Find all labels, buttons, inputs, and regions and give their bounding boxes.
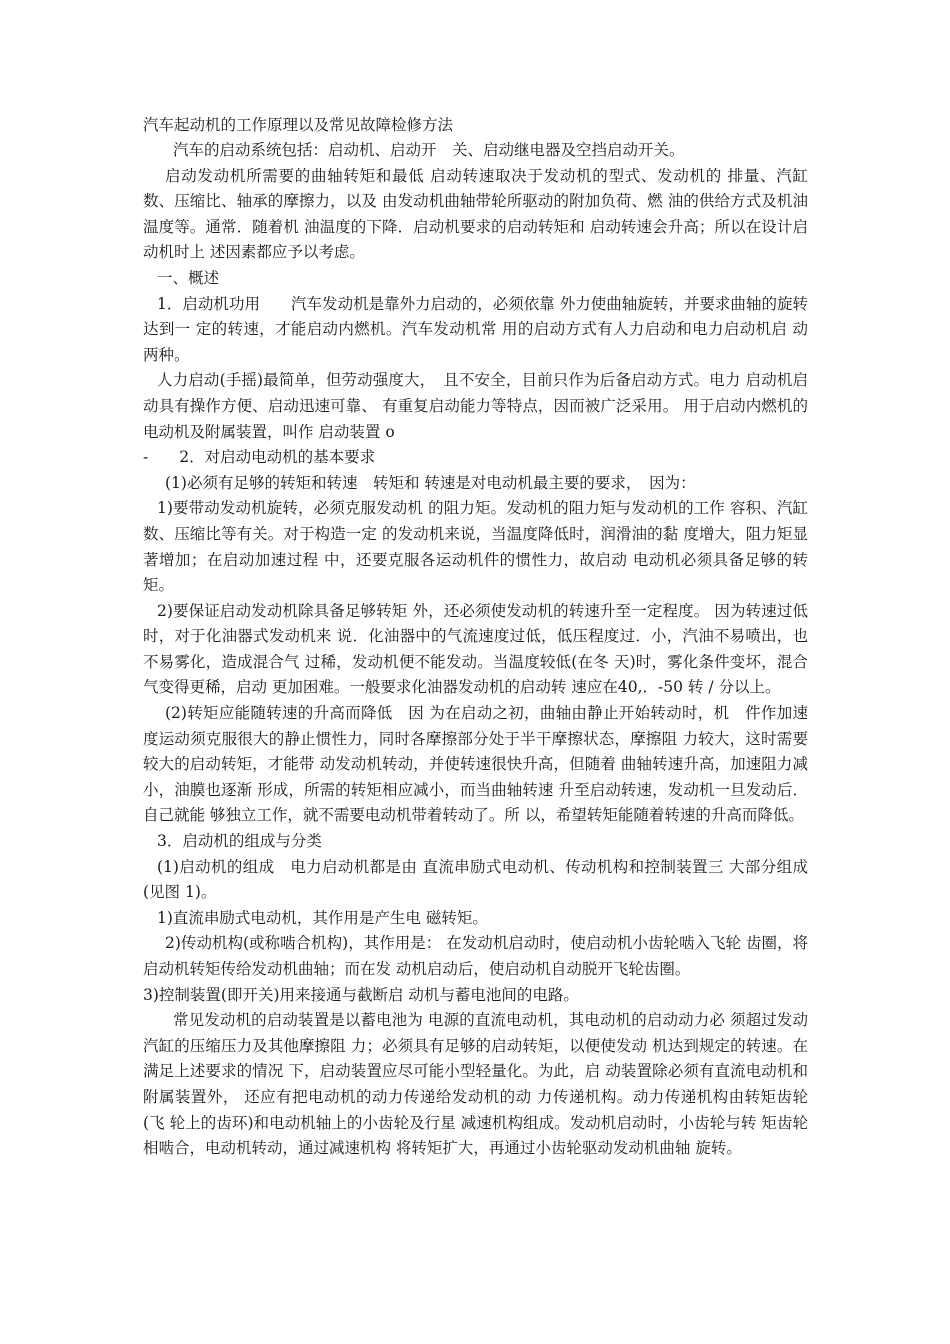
paragraph-dc-motor: 1)直流串励式电动机，其作用是产生电 磁转矩。 xyxy=(157,908,488,927)
paragraph-control-device: 3)控制装置(即开关)用来接通与截断启 动机与蓄电池间的电路。 xyxy=(143,985,579,1004)
paragraph-torque-and-speed: (1)必须有足够的转矩和转速 转矩和 转速是对电动机最主要的要求， 因为： xyxy=(165,473,696,492)
paragraph-manual-start: 人力启动(手摇)最简单，但劳动强度大， 且不安全，目前只作为后备启动方式。电力 启动机启动具有操作方便、启动迅速可靠、 有重复启动能力等特点，因而被广泛采用。 用于启动内燃机的电动机及附属装置，叫作 启动装置 o xyxy=(143,371,808,441)
paragraph-resistance-torque: 1)要带动发动机旋转，必须克服发动机 的阻力矩。发动机的阻力矩与发动机的工作 容积、汽缸数、压缩比等有关。对于构造一定 的发动机来说，当温度降低时，润滑油的黏 度增大，阻力矩显著增加；在启动加速过程 中，还要克服各运动机件的惯性力，故启动 电动机必须具备足够的转矩。 xyxy=(143,499,808,595)
section-heading-basic-requirements: - 2．对启动电动机的基本要求 xyxy=(143,448,376,467)
paragraph-drive-mechanism: 2)传动机构(或称啮合机构)，其作用是： 在发动机启动时，使启动机小齿轮啮入飞轮 齿圈，将启动机转矩传给发动机曲轴；而在发 动机启动后，使启动机自动脱开飞轮齿圈。 xyxy=(143,934,808,978)
document-title: 汽车起动机的工作原理以及常见故障检修方法 xyxy=(143,116,454,134)
paragraph-speed-requirement: 2)要保证启动发动机除具备足够转矩 外，还必须使发动机的转速升至一定程度。 因为转速过低时，对于化油器式发动机来 说．化油器中的气流速度过低，低压程度过．小，汽油不易喷出，也不易雾化，造成混合气 过稀，发动机便不能发动。当温度较低(在冬 天)时，雾化条件变坏，混合气变得更稀，启动 更加困难。一般要求化油器发动机的启动转 速应在40,．-50 转 / 分以上。 xyxy=(143,601,808,697)
paragraph-common-starter: 常见发动机的启动装置是以蓄电池为 电源的直流电动机，其电动机的启动动力必 须超过发动汽缸的压缩压力及其他摩擦阻 力；必须具有足够的启动转矩，以便使发动 机达到规定的转速。在满足上述要求的情况 下，启动装置应尽可能小型轻量化。为此，启 动装置除必须有直流电动机和附属装置外， 还应有把电动机的动力传递给发动机的动 力传递机构。动力传递机构由转矩齿轮(飞 轮上的齿环)和电动机轴上的小齿轮及行星 减速机构组成。发动机启动时，小齿轮与转 矩齿轮相啮合，电动机转动，通过减速机构 将转矩扩大，再通过小齿轮驱动发动机曲轴 旋转。 xyxy=(143,1011,808,1158)
paragraph-starter-function: 1．启动机功用 汽车发动机是靠外力启动的，必须依靠 外力使曲轴旋转，并要求曲轴的旋转达到一 定的转速，才能启动内燃机。汽车发动机常 用的启动方式有人力启动和电力启动机启 动两种。 xyxy=(143,294,808,364)
paragraph-torque-decrease: (2)转矩应能随转速的升高而降低 因 为在启动之初，曲轴由静止开始转动时，机 件作加速度运动须克服很大的静止惯性力，同时各摩擦部分处于半干摩擦状态，摩擦阻 力较大，这时需要较大的启动转矩，才能带 动发动机转动，并使转速很快升高，但随着 曲轴转速升高，加速阻力减小，油膜也逐渐 形成，所需的转矩相应减小，而当曲轴转速 升至启动转速，发动机一旦发动后．自己就能 够独立工作，就不需要电动机带着转动了。所 以，希望转矩能随着转速的升高而降低。 xyxy=(143,704,808,825)
section-heading-composition: 3．启动机的组成与分类 xyxy=(157,832,322,851)
paragraph-starting-system: 汽车的启动系统包括：启动机、启动开 关、启动继电器及空挡启动开关。 xyxy=(173,141,685,159)
section-heading-overview: 一、概述 xyxy=(157,268,220,287)
document-page xyxy=(143,113,808,1162)
paragraph-torque-requirements: 启动发动机所需要的曲轴转矩和最低 启动转速取决于发动机的型式、发动机的 排量、汽缸数、压缩比、轴承的摩擦力，以及 由发动机曲轴带轮所驱动的附加负荷、燃 油的供给方式及机油温度等。通常．随着机 油温度的下降．启动机要求的启动转矩和 启动转速会升高；所以在设计启动机时上 述因素都应予以考虑。 xyxy=(143,166,808,262)
paragraph-starter-composition: (1)启动机的组成 电力启动机都是由 直流串励式电动机、传动机构和控制装置三 大部分组成(见图 1)。 xyxy=(143,857,808,902)
